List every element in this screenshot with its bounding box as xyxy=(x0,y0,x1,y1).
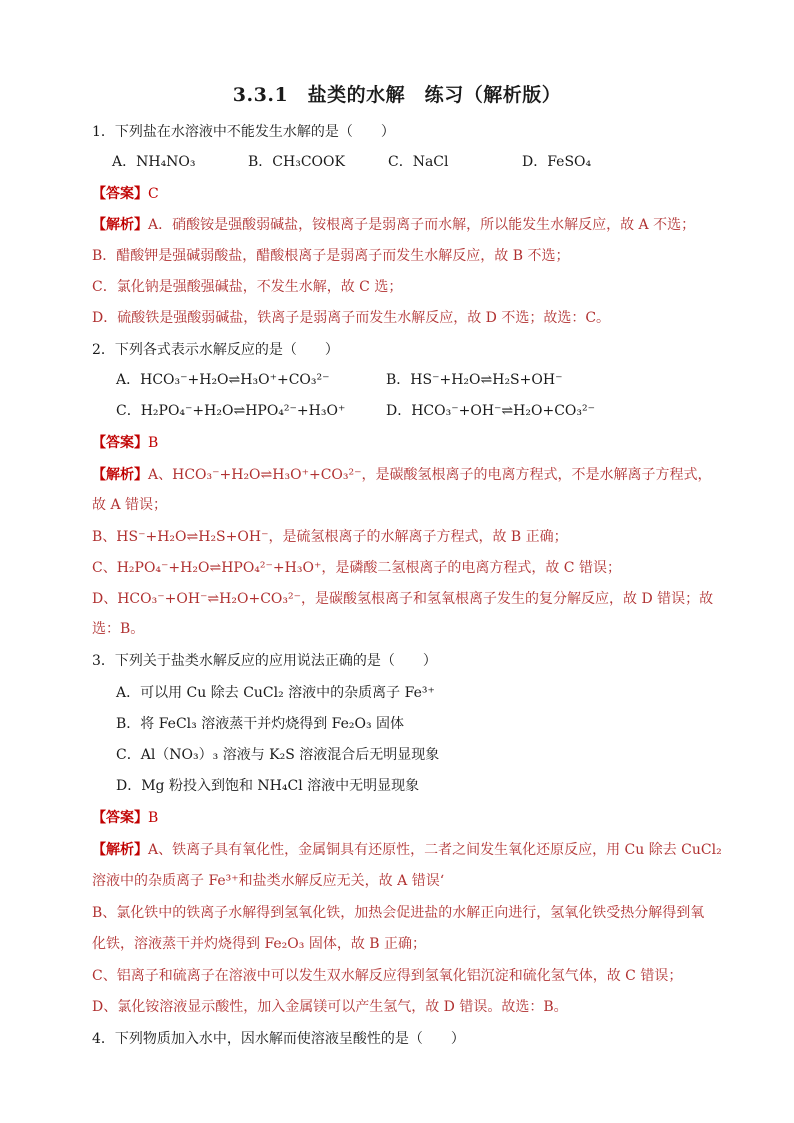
q3-analysis-line: 溶液中的杂质离子 Fe³⁺和盐类水解反应无关，故 A 错误‘ xyxy=(92,873,445,889)
q3-option-d: D．Mg 粉投入到饱和 NH₄Cl 溶液中无明显现象 xyxy=(116,778,420,794)
q2-analysis-line: 故 A 错误； xyxy=(92,497,168,513)
question-1-stem: 1．下列盐在水溶液中不能发生水解的是（ ） xyxy=(92,124,395,140)
analysis-text: A．硝酸铵是强酸弱碱盐，铵根离子是弱离子而水解，所以能发生水解反应，故 A 不选； xyxy=(148,217,696,233)
q3-analysis-line: C、铝离子和硫离子在溶液中可以发生双水解反应得到氢氧化铝沉淀和硫化氢气体，故 C 错误； xyxy=(92,968,683,984)
page-title: 3.3.1 盐类的水解 练习（解析版） xyxy=(232,84,562,106)
q2-answer xyxy=(92,433,714,453)
q1-option-b: B．CH₃COOK xyxy=(248,154,345,170)
q2-analysis-line xyxy=(92,465,714,485)
q1-analysis-line: C．氯化钠是强酸强碱盐，不发生水解，故 C 选； xyxy=(92,279,403,295)
q2-option-c: C．H₂PO₄⁻+H₂O⇌HPO₄²⁻+H₃O⁺ xyxy=(116,403,346,419)
answer-value: C xyxy=(148,186,159,202)
q2-analysis-line: 选：B。 xyxy=(92,621,145,637)
q1-option-d: D．FeSO₄ xyxy=(522,154,592,170)
q2-option-d: D．HCO₃⁻+OH⁻⇌H₂O+CO₃²⁻ xyxy=(386,403,595,419)
answer-value: B xyxy=(148,435,159,451)
q3-analysis-line xyxy=(92,840,722,860)
q1-analysis-line: B．醋酸钾是强碱弱酸盐，醋酸根离子是弱离子而发生水解反应，故 B 不选； xyxy=(92,248,570,264)
q2-option-a: A．HCO₃⁻+H₂O⇌H₃O⁺+CO₃²⁻ xyxy=(116,372,330,388)
answer-value: B xyxy=(148,810,159,826)
question-3-stem: 3．下列关于盐类水解反应的应用说法正确的是（ ） xyxy=(92,653,437,669)
analysis-tag: 【解析】 xyxy=(92,842,148,858)
analysis-text: A、铁离子具有氧化性，金属铜具有还原性，二者之间发生氧化还原反应，用 Cu 除去 CuCl₂ xyxy=(148,842,722,858)
q1-analysis-line: D．硫酸铁是强酸弱碱盐，铁离子是弱离子而发生水解反应，故 D 不选；故选：C。 xyxy=(92,310,611,326)
analysis-text: A、HCO₃⁻+H₂O⇌H₃O⁺+CO₃²⁻，是碳酸氢根离子的电离方程式，不是水解离子方程式， xyxy=(148,467,712,483)
q3-answer xyxy=(92,808,714,828)
q1-option-a: A．NH₄NO₃ xyxy=(112,154,196,170)
q2-analysis-line: B、HS⁻+H₂O⇌H₂S+OH⁻，是硫氢根离子的水解离子方程式，故 B 正确； xyxy=(92,529,568,545)
answer-tag: 【答案】 xyxy=(92,186,148,202)
analysis-tag: 【解析】 xyxy=(92,217,148,233)
q1-answer xyxy=(92,184,714,204)
q2-analysis-line: C、H₂PO₄⁻+H₂O⇌HPO₄²⁻+H₃O⁺，是磷酸二氢根离子的电离方程式，故 C 错误； xyxy=(92,560,621,576)
q3-analysis-line: B、氯化铁中的铁离子水解得到氢氧化铁，加热会促进盐的水解正向进行，氢氧化铁受热分解得到氧 xyxy=(92,905,705,921)
answer-tag: 【答案】 xyxy=(92,435,148,451)
q3-option-a: A．可以用 Cu 除去 CuCl₂ 溶液中的杂质离子 Fe³⁺ xyxy=(116,685,435,701)
question-2-stem: 2．下列各式表示水解反应的是（ ） xyxy=(92,342,339,358)
analysis-tag: 【解析】 xyxy=(92,467,148,483)
q3-option-c: C．Al（NO₃）₃ 溶液与 K₂S 溶液混合后无明显现象 xyxy=(116,747,440,763)
answer-tag: 【答案】 xyxy=(92,810,148,826)
q3-analysis-line: 化铁，溶液蒸干并灼烧得到 Fe₂O₃ 固体，故 B 正确； xyxy=(92,936,427,952)
q1-option-c: C．NaCl xyxy=(388,154,449,170)
q2-option-b: B．HS⁻+H₂O⇌H₂S+OH⁻ xyxy=(386,372,563,388)
q1-analysis-line xyxy=(92,215,714,235)
q3-analysis-line: D、氯化铵溶液显示酸性，加入金属镁可以产生氢气，故 D 错误。故选：B。 xyxy=(92,999,568,1015)
q3-option-b: B．将 FeCl₃ 溶液蒸干并灼烧得到 Fe₂O₃ 固体 xyxy=(116,716,405,732)
question-4-stem: 4．下列物质加入水中，因水解而使溶液呈酸性的是（ ） xyxy=(92,1031,465,1047)
q2-analysis-line: D、HCO₃⁻+OH⁻⇌H₂O+CO₃²⁻，是碳酸氢根离子和氢氧根离子发生的复分解反应，故 D 错误；故 xyxy=(92,591,714,607)
